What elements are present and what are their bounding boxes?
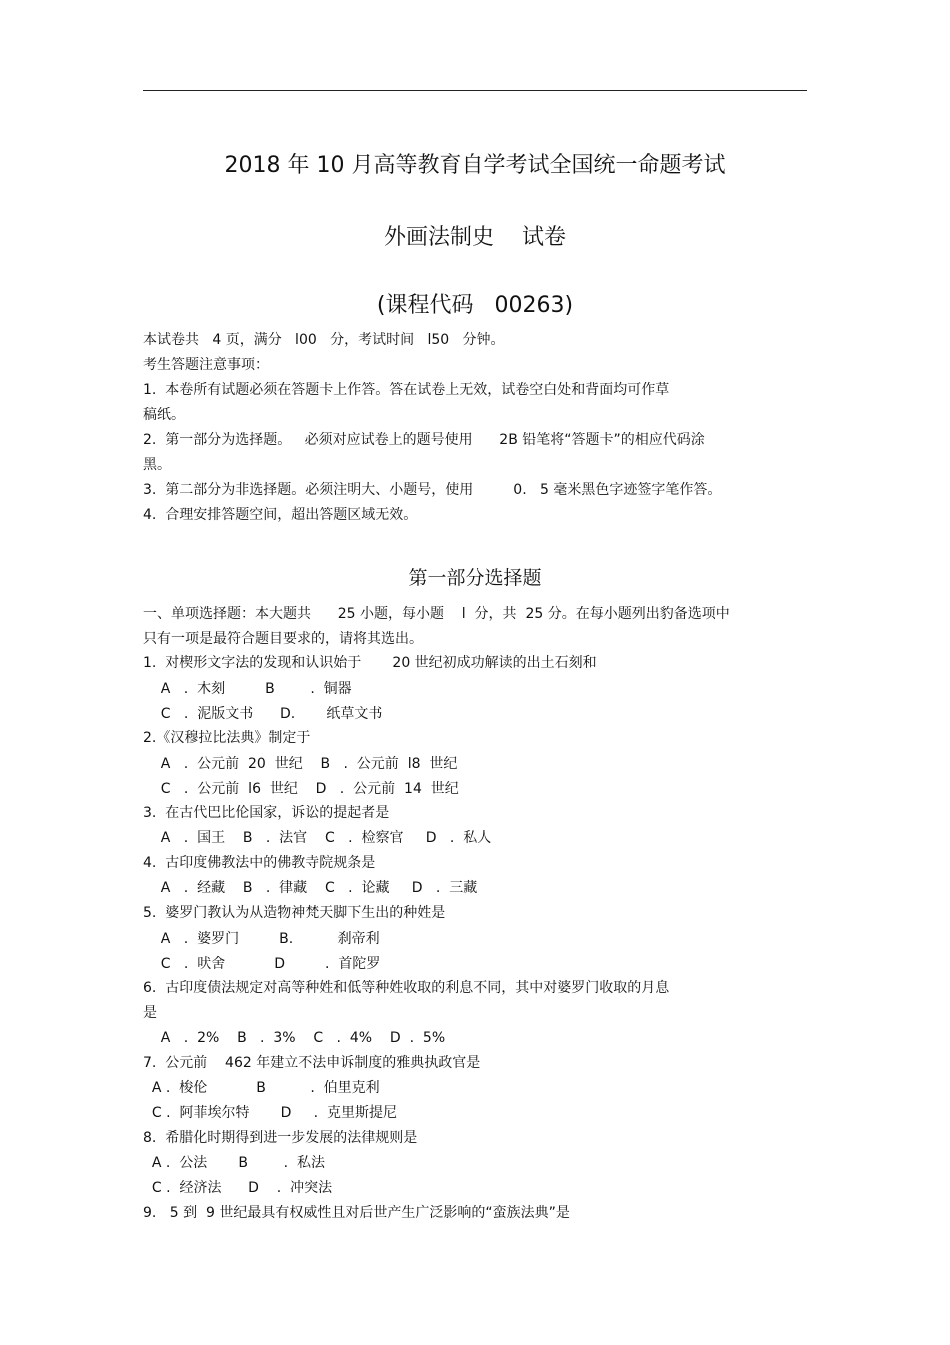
- option-line: C . 经济法 D . 冲突法: [143, 1180, 333, 1196]
- question-line: 9. 5 到 9 世纪最具有权威性且对后世产生广泛影响的“蛮族法典”是: [143, 1205, 570, 1221]
- option-line: A . 梭伦 B . 伯里克利: [143, 1080, 380, 1096]
- question-line: 8. 希腊化时期得到进一步发展的法律规则是: [143, 1130, 418, 1146]
- instruction-line: 黑。: [143, 457, 171, 473]
- exam-subject: 外画法制史 试卷: [384, 225, 566, 250]
- option-line: A . 公元前 20 世纪 B . 公元前 l8 世纪: [143, 756, 458, 772]
- question-line: 是: [143, 1005, 157, 1021]
- option-line: A . 婆罗门 B. 刹帝利: [143, 931, 380, 947]
- question-line: 6. 古印度债法规定对高等种姓和低等种姓收取的利息不同，其中对婆罗门收取的月息: [143, 980, 670, 996]
- option-line: C . 阿菲埃尔特 D . 克里斯提尼: [143, 1105, 398, 1121]
- intro-line: 只有一项是最符合题目要求的，请将其选出。: [143, 631, 423, 647]
- option-line: A . 经藏 B . 律藏 C . 论藏 D . 三藏: [143, 880, 478, 896]
- option-line: A . 公法 B . 私法: [143, 1155, 325, 1171]
- option-line: C . 泥版文书 D. 纸草文书: [143, 706, 383, 722]
- instruction-line: 1. 本卷所有试题必须在答题卡上作答。答在试卷上无效，试卷空白处和背面均可作草: [143, 382, 670, 398]
- instruction-line: 本试卷共 4 页，满分 l00 分，考试时间 l50 分钟。: [143, 332, 505, 348]
- question-line: 5. 婆罗门教认为从造物神梵天脚下生出的种姓是: [143, 905, 446, 921]
- option-line: A . 2% B . 3% C . 4% D . 5%: [143, 1030, 446, 1046]
- option-line: C . 吠舍 D . 首陀罗: [143, 956, 381, 972]
- question-line: 7. 公元前 462 年建立不法申诉制度的雅典执政官是: [143, 1055, 481, 1071]
- course-code: (课程代码 00263): [376, 293, 574, 318]
- option-line: A . 国王 B . 法官 C . 检察官 D . 私人: [143, 830, 492, 846]
- instruction-line: 稿纸。: [143, 407, 185, 423]
- question-line: 1. 对楔形文字法的发现和认识始于 20 世纪初成功解读的出土石刻和: [143, 655, 597, 671]
- intro-line: 一、单项选择题：本大题共 25 小题，每小题 l 分，共 25 分。在每小题列出豹备选项中: [143, 606, 730, 622]
- instruction-line: 4. 合理安排答题空间，超出答题区域无效。: [143, 507, 418, 523]
- question-line: 3. 在古代巴比伦国家，诉讼的提起者是: [143, 805, 390, 821]
- instruction-line: 3. 第二部分为非选择题。必须注明大、小题号，使用 0. 5 毫米黑色字迹签字笔作答。: [143, 482, 722, 498]
- question-line: 4. 古印度佛教法中的佛教寺院规条是: [143, 855, 376, 871]
- option-line: C . 公元前 l6 世纪 D . 公元前 14 世纪: [143, 781, 459, 797]
- header-rule: [143, 90, 807, 91]
- exam-title: 2018 年 10 月高等教育自学考试全国统一命题考试: [224, 153, 726, 178]
- instruction-line: 2. 第一部分为选择题。 必须对应试卷上的题号使用 2B 铅笔将“答题卡”的相应代码涂: [143, 432, 705, 448]
- section-title: 第一部分选择题: [408, 567, 542, 589]
- option-line: A . 木刻 B . 铜器: [143, 681, 352, 697]
- instruction-line: 考生答题注意事项：: [143, 357, 269, 373]
- question-line: 2.《汉穆拉比法典》制定于: [143, 730, 311, 746]
